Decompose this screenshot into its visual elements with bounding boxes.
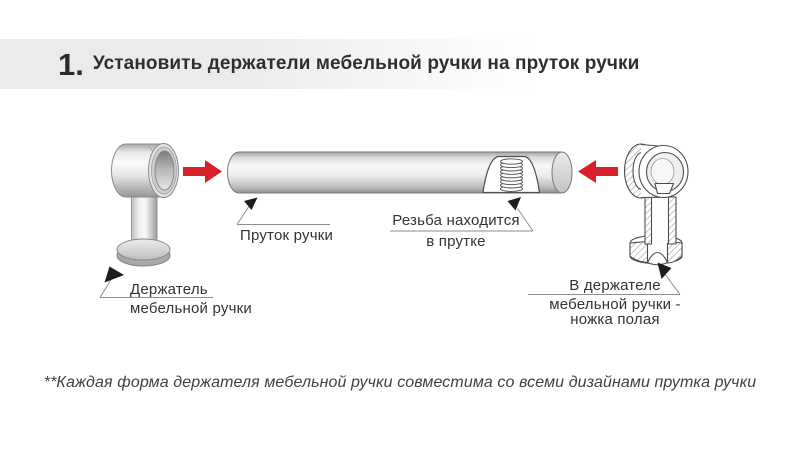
right-holder-label-line1: В держателе [569, 277, 661, 294]
right-holder-label-line3: ножка полая [570, 311, 660, 328]
left-holder-label-line2: мебельной ручки [130, 300, 252, 317]
left-holder-illustration [112, 144, 179, 267]
arrow-right-icon [183, 160, 222, 183]
step-number: 1. [58, 46, 84, 82]
pointer-arrowhead-icon [244, 198, 258, 211]
thread-cutaway [483, 157, 540, 193]
thread-label-line1: Резьба находится [392, 212, 520, 229]
arrow-left-icon [578, 160, 618, 183]
right-holder-label-line2: мебельной ручки - [549, 296, 681, 313]
right-holder-illustration [625, 144, 689, 265]
pointer-arrowhead-icon [105, 267, 125, 283]
left-holder-label-line1: Держатель [130, 281, 208, 298]
pointer-arrowhead-icon [508, 197, 522, 211]
thread-label-line2: в прутке [426, 233, 486, 250]
rod-label: Пруток ручки [240, 227, 334, 244]
compatibility-footnote: **Каждая форма держателя мебельной ручки совместима со всеми дизайнами прутка ручки [43, 374, 757, 391]
rod-illustration [228, 152, 573, 195]
page-title: Установить держатели мебельной ручки на пруток ручки [92, 53, 640, 74]
